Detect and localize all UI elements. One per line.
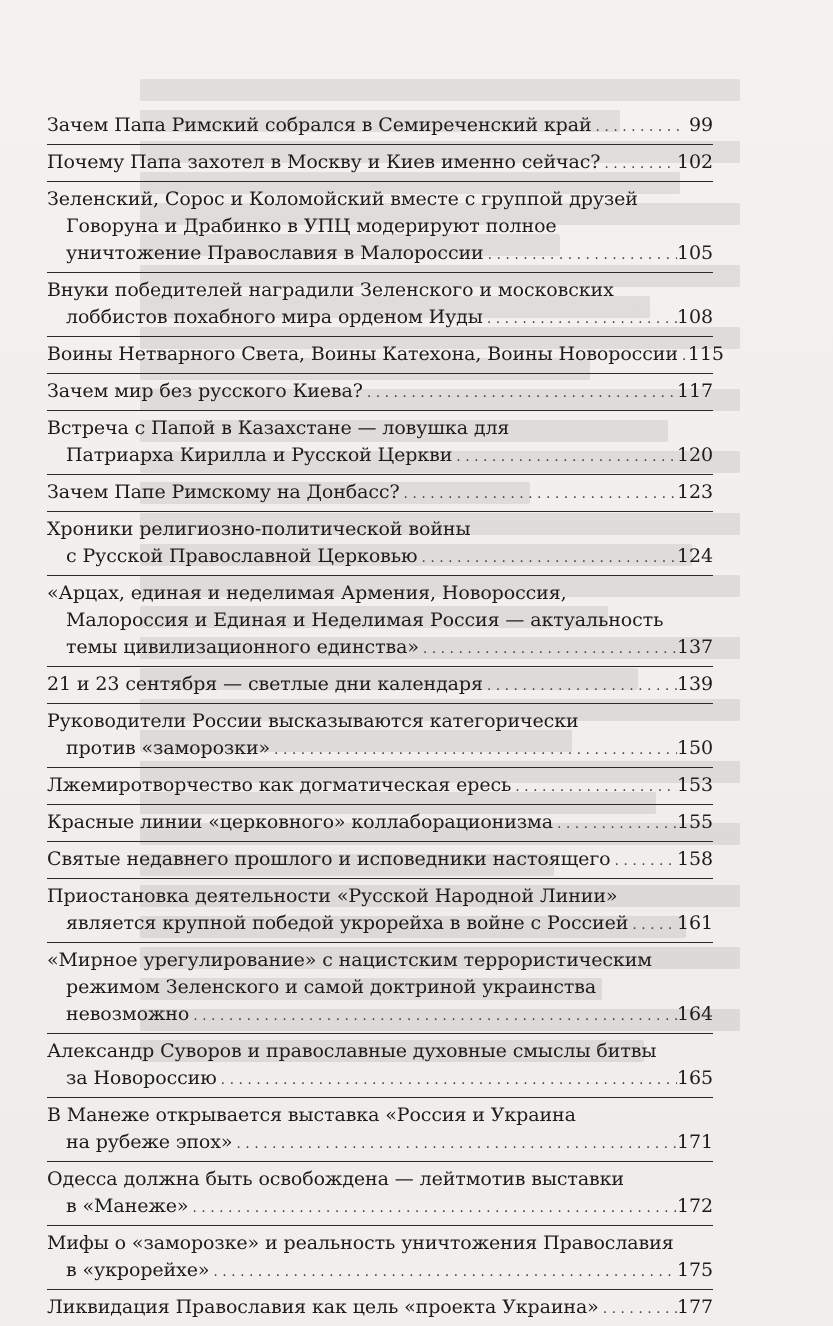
toc-entry-line — [47, 240, 713, 269]
toc-entry-title: «Мирное урегулирование» с нацистским террористическим — [47, 949, 652, 971]
toc-entry — [47, 667, 713, 704]
toc-page-number: 124 — [677, 545, 713, 567]
toc-page-number: 171 — [677, 1131, 713, 1153]
toc-entry-title: Почему Папа захотел в Москву и Киев именно сейчас? — [47, 151, 601, 173]
toc-page-number: 172 — [677, 1195, 713, 1217]
toc-page-number: 165 — [677, 1067, 713, 1089]
toc-entry — [47, 1034, 713, 1098]
toc-entry-title: в «Манеже» — [66, 1195, 189, 1217]
toc-entry-line — [47, 809, 713, 838]
toc-entry-title: Зачем мир без русского Киева? — [47, 380, 363, 402]
toc-page-number: 102 — [677, 151, 713, 173]
toc-page-number: 177 — [677, 1296, 713, 1318]
dot-leader — [483, 673, 677, 700]
toc-page-number: 108 — [677, 306, 713, 328]
toc-page-number: 120 — [677, 444, 713, 466]
toc-page-number: 99 — [689, 114, 713, 136]
toc-entry-title: Хроники религиозно-политической войны — [47, 518, 471, 540]
toc-entry-line — [47, 186, 713, 213]
toc-entry — [47, 182, 713, 273]
toc-entry-title: Ликвидация Православия как цель «проекта Украина» — [47, 1296, 599, 1318]
toc-entry-title: Патриарха Кирилла и Русской Церкви — [66, 444, 453, 466]
dot-leader — [188, 1195, 677, 1222]
toc-entry-line — [47, 580, 713, 607]
dot-leader — [600, 151, 677, 178]
toc-entry-line — [47, 974, 713, 1001]
toc-page-number: 161 — [677, 912, 713, 934]
toc-entry-line — [47, 1294, 713, 1323]
dot-leader — [363, 380, 677, 407]
toc-entry-title: Встреча с Папой в Казахстане — ловушка для — [47, 417, 510, 439]
toc-page-number: 153 — [677, 774, 713, 796]
toc-entry — [47, 374, 713, 411]
toc-entry-title: Зачем Папа Римский собрался в Семиреченский край — [47, 114, 592, 136]
toc-entry-title: 21 и 23 сентября — светлые дни календаря — [47, 673, 483, 695]
toc-page-number: 150 — [677, 737, 713, 759]
dot-leader — [270, 737, 677, 764]
table-of-contents — [47, 108, 724, 1326]
toc-entry-line — [47, 671, 713, 700]
toc-entry-line — [47, 910, 713, 939]
toc-entry-title: с Русской Православной Церковью — [66, 545, 418, 567]
dot-leader — [553, 811, 677, 838]
toc-entry-title: Александр Суворов и православные духовные смыслы битвы — [47, 1040, 657, 1062]
toc-page-number: 105 — [677, 242, 713, 264]
toc-page-number: 155 — [677, 811, 713, 833]
toc-entry-line — [47, 149, 713, 178]
toc-entry-title: лоббистов похабного мира орденом Иуды — [66, 306, 483, 328]
toc-entry-line — [47, 708, 713, 735]
toc-entry-title: Внуки победителей наградили Зеленского и московских — [47, 279, 614, 301]
toc-entry-title: на рубеже эпох» — [66, 1131, 233, 1153]
dot-leader — [189, 1003, 677, 1030]
toc-entry-line — [47, 735, 713, 764]
dot-leader — [419, 636, 677, 663]
toc-entry-line — [47, 1129, 713, 1158]
toc-entry — [47, 337, 724, 374]
toc-entry — [47, 943, 713, 1034]
toc-entry-title: уничтожение Православия в Малороссии — [66, 242, 484, 264]
toc-entry-line — [47, 1065, 713, 1094]
toc-entry — [47, 273, 713, 337]
dot-leader — [599, 1296, 677, 1323]
dot-leader — [678, 343, 688, 370]
toc-entry-title: Красные линии «церковного» коллаборационизма — [47, 811, 553, 833]
toc-entry-title: Лжемиротворчество как догматическая ересь — [47, 774, 512, 796]
toc-entry-line — [47, 1102, 713, 1129]
toc-entry-line — [47, 543, 713, 572]
toc-entry-line — [47, 1257, 713, 1286]
toc-entry-line — [47, 378, 713, 407]
toc-entry — [47, 1290, 713, 1326]
toc-entry — [47, 805, 713, 842]
toc-entry-line — [47, 947, 713, 974]
toc-entry-line — [47, 607, 713, 634]
toc-entry-line — [47, 112, 713, 141]
toc-entry — [47, 411, 713, 475]
toc-page-number: 139 — [677, 673, 713, 695]
toc-entry — [47, 576, 713, 667]
toc-entry-title: «Арцах, единая и неделимая Армения, Новороссия, — [47, 582, 567, 604]
toc-entry-title: является крупной победой укрорейха в войне с Россией — [66, 912, 629, 934]
dot-leader — [452, 444, 677, 471]
dot-leader — [483, 306, 677, 333]
toc-entry-title: невозможно — [66, 1003, 190, 1025]
toc-entry — [47, 475, 713, 512]
toc-entry-line — [47, 634, 713, 663]
toc-entry-title: Говоруна и Драбинко в УПЦ модерируют полное — [66, 215, 557, 237]
dot-leader — [511, 774, 677, 801]
toc-page-number: 117 — [677, 380, 713, 402]
toc-entry-title: Зеленский, Сорос и Коломойский вместе с группой друзей — [47, 188, 638, 210]
toc-entry-title: темы цивилизационного единства» — [66, 636, 419, 658]
dot-leader — [611, 848, 678, 875]
toc-entry-title: Воины Нетварного Света, Воины Катехона, Воины Новороссии — [47, 343, 678, 365]
dot-leader — [209, 1259, 677, 1286]
toc-entry-line — [47, 442, 713, 471]
toc-entry-line — [47, 304, 713, 333]
toc-entry — [47, 842, 713, 879]
toc-entry — [47, 879, 713, 943]
toc-entry-title: режимом Зеленского и самой доктриной украинства — [66, 976, 597, 998]
toc-entry-line — [47, 846, 713, 875]
toc-entry-title: Руководители России высказываются категорически — [47, 710, 579, 732]
toc-page-number: 164 — [677, 1003, 713, 1025]
dot-leader — [484, 242, 677, 269]
toc-entry-title: Мифы о «заморозке» и реальность уничтожения Православия — [47, 1232, 674, 1254]
toc-entry-line — [47, 1001, 713, 1030]
toc-entry-line — [47, 1230, 713, 1257]
dot-leader — [417, 545, 677, 572]
toc-entry-line — [47, 1166, 713, 1193]
toc-page-number: 175 — [677, 1259, 713, 1281]
toc-entry-title: в «укрорейхе» — [66, 1259, 210, 1281]
toc-entry-line — [47, 772, 713, 801]
dot-leader — [592, 114, 681, 141]
toc-page-number: 137 — [677, 636, 713, 658]
toc-entry-title: против «заморозки» — [66, 737, 271, 759]
toc-page-number: 115 — [687, 343, 724, 365]
toc-entry-line — [47, 479, 713, 508]
toc-entry-line — [47, 516, 713, 543]
toc-entry-line — [47, 277, 713, 304]
toc-entry — [47, 512, 713, 576]
toc-page-number: 158 — [677, 848, 713, 870]
toc-entry — [47, 1098, 713, 1162]
toc-entry — [47, 704, 713, 768]
toc-entry — [47, 108, 713, 145]
toc-entry-line — [47, 1038, 713, 1065]
toc-entry-title: Приостановка деятельности «Русской Народной Линии» — [47, 885, 618, 907]
dot-leader — [217, 1067, 677, 1094]
toc-entry-line — [47, 213, 713, 240]
toc-entry-title: Одесса должна быть освобождена — лейтмотив выставки — [47, 1168, 624, 1190]
toc-page-number: 123 — [677, 481, 713, 503]
toc-entry-line — [47, 415, 713, 442]
toc-entry — [47, 1226, 713, 1290]
dot-leader — [628, 912, 677, 939]
toc-entry-line — [47, 341, 724, 370]
toc-entry — [47, 1162, 713, 1226]
toc-entry — [47, 768, 713, 805]
toc-entry-line — [47, 883, 713, 910]
dot-leader — [232, 1131, 677, 1158]
toc-entry-title: Зачем Папе Римскому на Донбасс? — [47, 481, 400, 503]
toc-entry — [47, 145, 713, 182]
dot-leader — [400, 481, 678, 508]
toc-entry-title: Святые недавнего прошлого и исповедники настоящего — [47, 848, 611, 870]
toc-entry-title: за Новороссию — [66, 1067, 217, 1089]
toc-entry-title: В Манеже открывается выставка «Россия и Украина — [47, 1104, 576, 1126]
toc-entry-title: Малороссия и Единая и Неделимая Россия — актуальность — [66, 609, 664, 631]
toc-entry-line — [47, 1193, 713, 1222]
